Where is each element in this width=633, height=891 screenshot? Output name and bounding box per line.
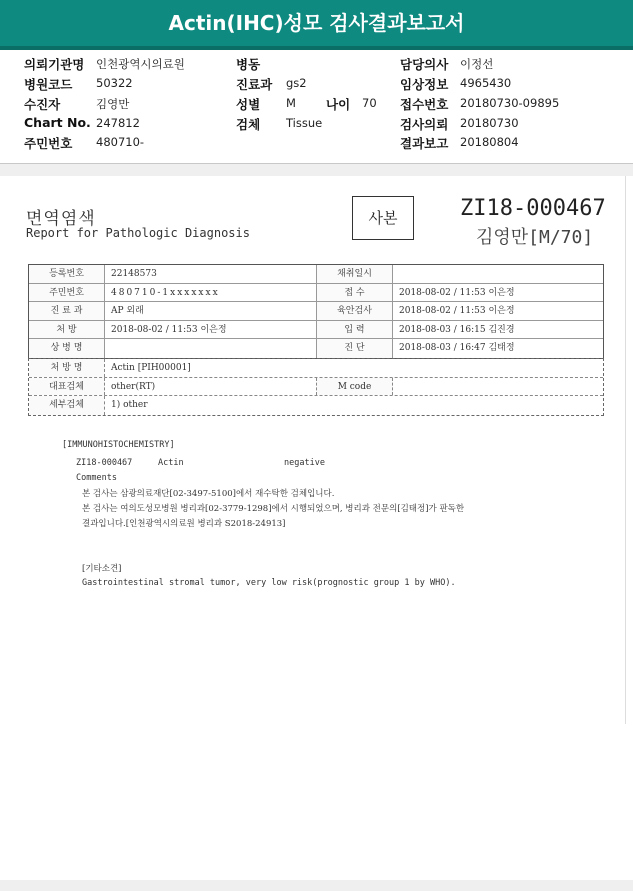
cell-value bbox=[393, 378, 603, 396]
cell-value: 22148573 bbox=[105, 265, 317, 283]
cell-value: 2018-08-02 / 11:53 이은정 bbox=[105, 321, 317, 339]
clinical-info-value: 4965430 bbox=[460, 76, 512, 90]
cell-value: Actin [PIH00001] bbox=[111, 363, 191, 373]
ihc-result: negative bbox=[284, 458, 325, 468]
cell-label: 접 수 bbox=[317, 284, 393, 302]
report-title: Actin(IHC)성모 검사결과보고서 bbox=[0, 0, 633, 46]
chart-no-label: Chart No. bbox=[24, 115, 91, 130]
table-row bbox=[29, 284, 603, 303]
report-title-ko: 면역염색 bbox=[26, 209, 96, 229]
cell-value: 2018-08-03 / 16:47 김태정 bbox=[399, 343, 515, 354]
hospital-code-label: 병원코드 bbox=[24, 77, 73, 92]
patient-value: 김영만 bbox=[96, 97, 130, 111]
cell-value bbox=[105, 339, 317, 358]
table-row bbox=[29, 265, 603, 284]
section-divider bbox=[0, 164, 633, 176]
ihc-section-title: [IMMUNOHISTOCHEMISTRY] bbox=[62, 440, 175, 450]
report-title-en: Report for Pathologic Diagnosis bbox=[26, 226, 250, 240]
table-row bbox=[29, 302, 603, 321]
age-label: 나이 bbox=[326, 97, 351, 112]
cell-value: other(RT) bbox=[105, 378, 317, 396]
cell-label: 대표검체 bbox=[29, 378, 105, 396]
table-row bbox=[29, 321, 603, 340]
institution-label: 의뢰기관명 bbox=[24, 57, 85, 72]
clinical-info-label: 임상정보 bbox=[400, 77, 449, 92]
cell-label: 채취일시 bbox=[317, 265, 393, 283]
resident-no-value: 480710- bbox=[96, 135, 145, 149]
cell-label: 처 방 bbox=[29, 321, 105, 339]
report-number: ZI18-000467 bbox=[460, 196, 606, 221]
doctor-value: 이정선 bbox=[460, 57, 494, 71]
cell-value: 2018-08-02 / 11:53 이은정 bbox=[399, 306, 515, 317]
cell-label: 진 단 bbox=[317, 339, 393, 358]
scanned-report bbox=[0, 176, 633, 880]
table-row bbox=[29, 359, 603, 378]
patient-signature: 김영만[M/70] bbox=[476, 227, 594, 248]
order-table bbox=[28, 358, 604, 416]
table-row bbox=[29, 396, 603, 415]
patient-info-panel bbox=[0, 50, 633, 164]
specimen-value: Tissue bbox=[286, 116, 323, 130]
request-date-label: 검사의뢰 bbox=[400, 117, 449, 132]
cell-label: 진 료 과 bbox=[29, 302, 105, 320]
resident-no-label: 주민번호 bbox=[24, 136, 73, 151]
institution-value: 인천광역시의료원 bbox=[96, 57, 185, 71]
cell-value: AP 외래 bbox=[105, 302, 317, 320]
age-value: 70 bbox=[362, 96, 377, 110]
cell-value: 480710-1xxxxxxx bbox=[105, 284, 317, 302]
chart-no-value: 247812 bbox=[96, 116, 140, 130]
cell-label: M code bbox=[317, 378, 393, 396]
cell-label: 주민번호 bbox=[29, 284, 105, 302]
page-edge-line bbox=[625, 176, 626, 724]
registration-table bbox=[28, 264, 604, 359]
cell-value: 1) other bbox=[111, 400, 148, 411]
bottom-margin bbox=[0, 880, 633, 891]
comment-line: 본 검사는 삼광의료재단[02-3497-5100]에서 재수탁한 검체입니다. bbox=[82, 489, 335, 499]
table-row bbox=[29, 339, 603, 358]
request-date-value: 20180730 bbox=[460, 116, 519, 130]
copy-stamp: 사본 bbox=[352, 196, 414, 240]
ward-label: 병동 bbox=[236, 57, 261, 72]
comment-line: 결과입니다.[인천광역시의료원 병리과 S2018-24913] bbox=[82, 519, 286, 529]
other-findings-label: [기타소견] bbox=[82, 564, 122, 574]
cell-label: 육안검사 bbox=[317, 302, 393, 320]
comment-line: 본 검사는 여의도성모병원 병리과[02-3779-1298]에서 시행되었으며, 병리과 전문의[김태정]가 판독한 bbox=[82, 504, 465, 514]
sex-label: 성별 bbox=[236, 97, 261, 112]
cell-label: 상 병 명 bbox=[29, 339, 105, 358]
receipt-no-label: 접수번호 bbox=[400, 97, 449, 112]
comments-label: Comments bbox=[76, 473, 117, 483]
table-row bbox=[29, 378, 603, 397]
ihc-case-no: ZI18-000467 bbox=[76, 458, 133, 468]
specimen-label: 검체 bbox=[236, 117, 261, 132]
report-date-value: 20180804 bbox=[460, 135, 519, 149]
department-label: 진료과 bbox=[236, 77, 273, 92]
cell-label: 처 방 명 bbox=[29, 359, 105, 377]
hospital-code-value: 50322 bbox=[96, 76, 133, 90]
cell-value: 2018-08-02 / 11:53 이은정 bbox=[399, 287, 515, 298]
cell-value: 2018-08-03 / 16:15 김진경 bbox=[399, 324, 515, 335]
other-findings-text: Gastrointestinal stromal tumor, very low risk(prognostic group 1 by WHO). bbox=[82, 578, 456, 588]
doctor-label: 담당의사 bbox=[400, 57, 449, 72]
patient-label: 수진자 bbox=[24, 97, 61, 112]
cell-label: 등록번호 bbox=[29, 265, 105, 283]
receipt-no-value: 20180730-09895 bbox=[460, 96, 560, 110]
sex-value: M bbox=[286, 96, 296, 110]
ihc-marker: Actin bbox=[158, 458, 184, 468]
report-date-label: 결과보고 bbox=[400, 136, 449, 151]
cell-label: 세부검체 bbox=[29, 396, 105, 415]
department-value: gs2 bbox=[286, 76, 307, 90]
cell-label: 입 력 bbox=[317, 321, 393, 339]
cell-value bbox=[393, 265, 603, 283]
